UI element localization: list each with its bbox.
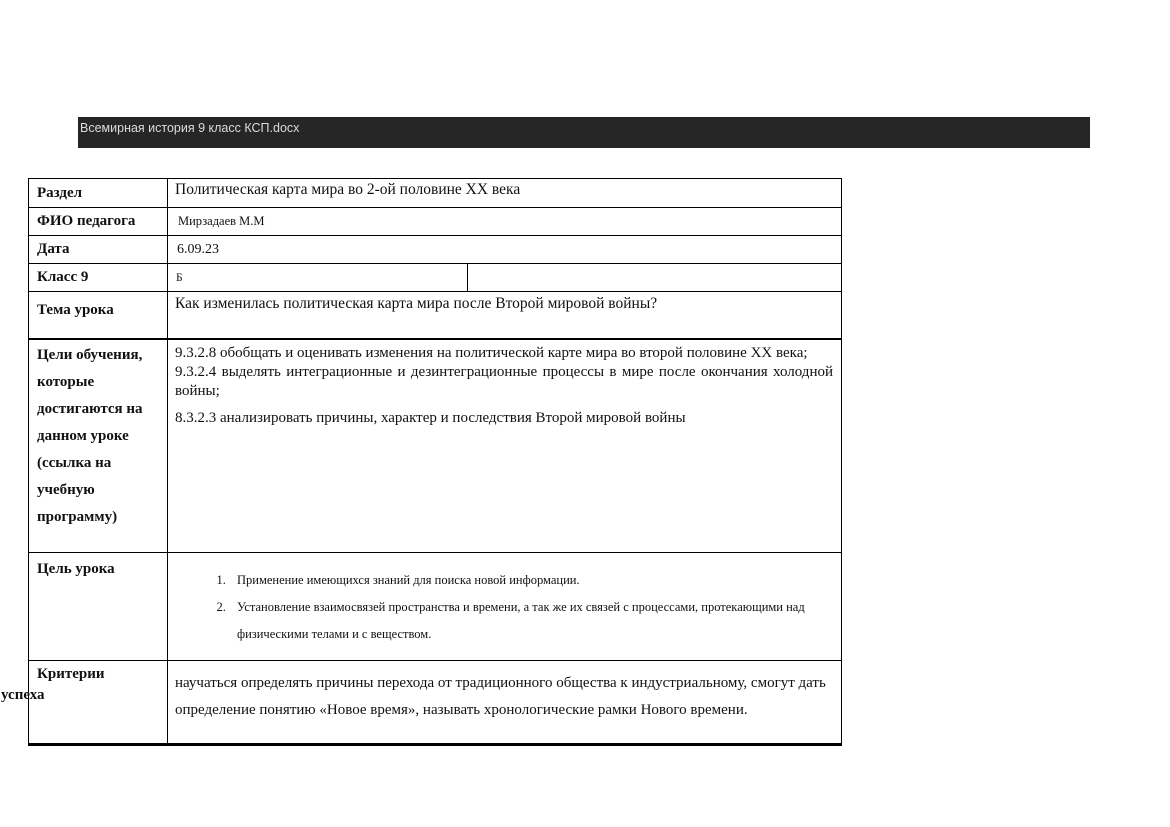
- class-value: [168, 264, 841, 291]
- success-criteria-label: [1, 661, 168, 743]
- date-value: 6.09.23: [177, 241, 219, 257]
- razdel-label: Раздел: [29, 179, 168, 207]
- date-label: Дата: [29, 236, 168, 263]
- tema-value: Как изменилась политическая карта мира после Второй мировой войны?: [175, 295, 658, 312]
- list-item: 2. Установление взаимосвязей пространства и времени, а так же их связей с процессами, протекающими над физическими телами и с веществом.: [229, 594, 829, 648]
- razdel-value: Политическая карта мира во 2-ой половине XX века: [175, 181, 521, 198]
- fio-value: Мирзадаев М.М: [178, 214, 265, 228]
- row-class: [29, 264, 841, 292]
- learning-objectives-label: Цели обучения, которые достигаются на данном уроке (ссылка на учебную программу): [29, 340, 168, 552]
- row-fio: [29, 208, 841, 236]
- row-razdel: [29, 179, 841, 208]
- class-value-right: [468, 264, 841, 291]
- objective-paragraph: 8.3.2.3 анализировать причины, характер и последствия Второй мировой войны: [175, 410, 686, 427]
- objective-paragraph: 9.3.2.8 обобщать и оценивать изменения на политической карте мира во второй половине XX века;: [175, 345, 808, 361]
- row-tema: [29, 292, 841, 340]
- fio-label: ФИО педагога: [29, 208, 168, 235]
- lesson-plan-table: [1, 178, 842, 746]
- learning-objectives-value: [168, 340, 841, 552]
- lesson-goal-value: [168, 553, 841, 660]
- class-value-left: Б: [168, 264, 468, 291]
- document-title: Всемирная история 9 класс КСП.docx: [80, 121, 300, 135]
- row-success-criteria: [1, 661, 841, 743]
- success-criteria-label-text: Критерии успеха: [1, 666, 105, 703]
- class-label: Класс 9: [29, 264, 168, 291]
- row-lesson-goal: [29, 553, 841, 661]
- lesson-goal-list: [175, 555, 833, 648]
- tema-label: Тема урока: [29, 292, 168, 338]
- success-criteria-value: научаться определять причины перехода от традиционного общества к индустриальному, смогут дать определение понятию «Новое время», называть хронологические рамки Нового времени.: [175, 675, 826, 718]
- lesson-goal-label: Цель урока: [29, 553, 168, 660]
- list-item: 1. Применение имеющихся знаний для поиска новой информации.: [229, 567, 829, 594]
- row-learning-objectives: [29, 340, 841, 553]
- objective-paragraph: 9.3.2.4 выделять интеграционные и дезинтеграционные процессы в мире после окончания холодной войны;: [175, 364, 833, 400]
- row-date: [29, 236, 841, 264]
- document-title-bar[interactable]: [78, 117, 1090, 148]
